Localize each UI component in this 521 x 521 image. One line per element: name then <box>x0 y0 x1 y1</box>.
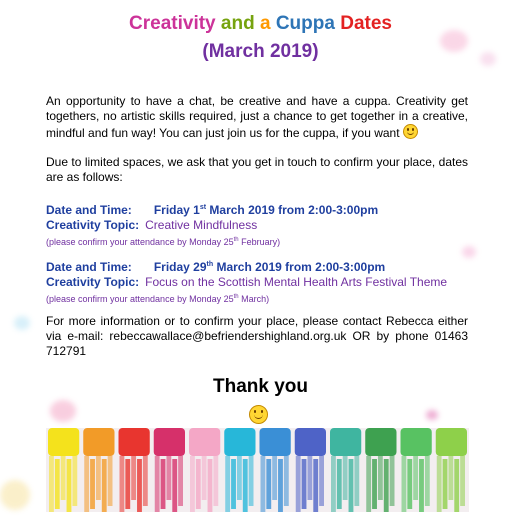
pastel-streak <box>49 456 54 512</box>
pastel-streak <box>202 456 207 500</box>
pastel-streak <box>237 456 242 500</box>
pastel-streak <box>448 456 453 500</box>
pastel-streak <box>390 456 395 506</box>
pastel-streak <box>102 459 107 512</box>
pastel-streak <box>161 459 166 509</box>
title-word: and <box>220 13 255 34</box>
intro-paragraph <box>46 94 468 141</box>
intro-text: An opportunity to have a chat, be creative and have a cuppa. Creativity get togethers, no artistic skills required, just a chance to get together in a creative, mindful and fun way! You can just join us for the cuppa, if you want <box>46 94 468 140</box>
chalk-pastels-image <box>46 428 469 512</box>
page-subtitle: (March 2019) <box>202 41 319 62</box>
pastel-streak <box>349 459 354 512</box>
pastel-stick <box>330 428 361 456</box>
pastel-stick <box>119 428 150 456</box>
topic-value: Creative Mindfulness <box>145 218 258 232</box>
pastel-streak <box>331 456 336 512</box>
paint-splash <box>50 400 76 422</box>
topic-label: Creativity Topic: <box>46 218 140 232</box>
pastel-streak <box>402 456 407 512</box>
pastel-streak <box>137 459 142 512</box>
pastel-streak <box>84 456 89 512</box>
title-word: a <box>259 13 271 34</box>
pastel-streak <box>443 459 448 509</box>
pastel-stick <box>224 428 255 456</box>
pastel-streak <box>125 459 130 509</box>
pastel-streak <box>166 456 171 500</box>
pastel-streak <box>354 456 359 506</box>
pastel-streak <box>296 456 301 512</box>
pastel-streak <box>366 456 371 512</box>
pastel-streak <box>337 459 342 509</box>
topic-value: Focus on the Scottish Mental Health Arts Festival Theme <box>145 275 448 289</box>
pastel-streak <box>61 456 66 500</box>
pastel-streak <box>425 456 430 506</box>
pastel-stick <box>295 428 326 456</box>
pastel-streak <box>55 459 60 509</box>
pastel-streak <box>454 459 459 512</box>
pastel-streak <box>413 456 418 500</box>
session-block <box>46 200 468 250</box>
pastel-streak <box>384 459 389 512</box>
title-word: Creativity <box>129 13 216 34</box>
pastel-streak <box>372 459 377 509</box>
pastel-stick <box>189 428 220 456</box>
pastel-streak <box>172 459 177 512</box>
pastel-streak <box>90 459 95 509</box>
pastel-streak <box>96 456 101 500</box>
pastel-streak <box>108 456 113 506</box>
paint-splash <box>0 480 30 510</box>
date-label: Date and Time: <box>46 203 132 217</box>
paint-splash <box>14 316 30 330</box>
pastel-streak <box>249 456 254 506</box>
pastel-streak <box>225 456 230 512</box>
pastel-streak <box>407 459 412 509</box>
contact-paragraph: For more information or to confirm your place, please contact Rebecca either via e-mail: rebeccawallace@befriendershighland.org.uk OR by phone 01463 712791 <box>46 314 468 358</box>
pastel-streak <box>131 456 136 500</box>
page-title <box>0 12 521 36</box>
session-topic-line <box>46 275 468 290</box>
title-word: Dates <box>340 13 392 34</box>
pastel-streak <box>208 459 213 512</box>
pastel-streak <box>313 459 318 512</box>
date-label: Date and Time: <box>46 260 132 274</box>
pastel-streak <box>378 456 383 500</box>
pastel-stick <box>154 428 185 456</box>
pastel-streak <box>178 456 183 506</box>
smiley-icon <box>249 405 268 427</box>
pastel-streak <box>190 456 195 512</box>
pastel-streak <box>419 459 424 512</box>
pastel-streak <box>278 459 283 512</box>
session-date-line <box>46 200 468 218</box>
date-value: Friday 29th March 2019 from 2:00-3:00pm <box>153 260 386 274</box>
pastel-stick <box>401 428 432 456</box>
pastel-streak <box>319 456 324 506</box>
pastel-streak <box>231 459 236 509</box>
topic-label: Creativity Topic: <box>46 275 140 289</box>
paint-splash <box>426 410 438 420</box>
title-word: Cuppa <box>275 13 335 34</box>
pastel-streak <box>196 459 201 509</box>
session-topic-line <box>46 218 468 233</box>
pastel-streak <box>243 459 248 512</box>
pastel-stick <box>436 428 467 456</box>
pastel-streak <box>302 459 307 509</box>
pastel-streak <box>343 456 348 500</box>
pastel-stick <box>260 428 291 456</box>
session-block <box>46 257 468 307</box>
pastel-streak <box>143 456 148 506</box>
pastel-streak <box>213 456 218 506</box>
confirm-note: (please confirm your attendance by Monday 25th March) <box>46 294 270 304</box>
pastel-streak <box>120 456 125 512</box>
smiley-icon <box>403 124 418 139</box>
pastel-streak <box>284 456 289 506</box>
pastel-stick <box>48 428 79 456</box>
pastel-streak <box>437 456 442 512</box>
pastel-streak <box>67 459 72 512</box>
date-value: Friday 1st March 2019 from 2:00-3:00pm <box>153 203 379 217</box>
session-date-line <box>46 257 468 275</box>
pastel-streak <box>272 456 277 500</box>
confirm-note: (please confirm your attendance by Monday 25th February) <box>46 237 281 247</box>
limited-spaces-paragraph: Due to limited spaces, we ask that you get in touch to confirm your place, dates are as follows: <box>46 155 468 184</box>
pastel-streak <box>266 459 271 509</box>
pastel-streak <box>72 456 77 506</box>
thank-you-heading: Thank you <box>212 376 308 397</box>
pastel-streak <box>261 456 266 512</box>
pastel-stick <box>83 428 114 456</box>
pastel-streak <box>460 456 465 506</box>
pastel-stick <box>365 428 396 456</box>
pastel-streak <box>307 456 312 500</box>
pastel-streak <box>155 456 160 512</box>
